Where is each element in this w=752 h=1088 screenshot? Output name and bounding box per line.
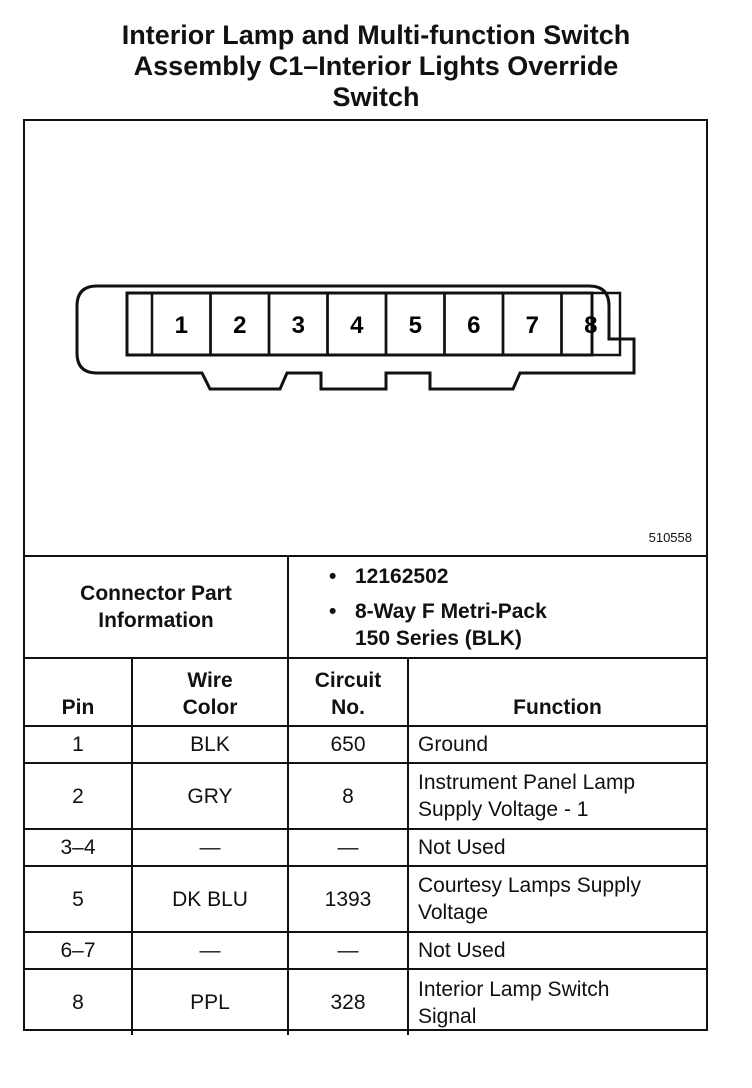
description-line-1: 8-Way F Metri-Pack xyxy=(355,599,547,623)
table-row xyxy=(25,969,706,1035)
function-line-2: Voltage xyxy=(418,901,489,924)
connector-info-values xyxy=(288,556,706,658)
pin-label-6: 6 xyxy=(467,312,481,339)
function-cell xyxy=(408,969,706,1035)
header-pin: Pin xyxy=(25,658,132,726)
part-number-item xyxy=(329,563,706,590)
function-line-2: Supply Voltage - 1 xyxy=(418,798,589,821)
description-line-2: 150 Series (BLK) xyxy=(355,626,522,650)
connector-info-label-line-1: Connector Part xyxy=(80,582,232,605)
circuit-cell: 8 xyxy=(288,763,408,829)
pin-cell: 2 xyxy=(25,763,132,829)
table-row xyxy=(25,932,706,969)
header-circuit-line-2: No. xyxy=(331,696,365,719)
pin-cell: 1 xyxy=(25,726,132,763)
circuit-cell: 1393 xyxy=(288,866,408,932)
function-line-1: Interior Lamp Switch xyxy=(418,977,610,1001)
pin-cell: 5 xyxy=(25,866,132,932)
circuit-cell: — xyxy=(288,932,408,969)
wire-color-cell: — xyxy=(132,932,288,969)
title-line-2: Assembly C1–Interior Lights Override xyxy=(133,51,619,81)
header-function: Function xyxy=(408,658,706,726)
function-cell xyxy=(408,829,706,866)
document-frame xyxy=(23,119,708,1031)
header-circuit-line-1: Circuit xyxy=(314,669,382,692)
header-circuit xyxy=(288,658,408,726)
table-row xyxy=(25,763,706,829)
part-number: 12162502 xyxy=(355,564,449,588)
wire-color-cell: PPL xyxy=(132,969,288,1035)
function-line-2: Signal xyxy=(418,1004,477,1028)
function-line-1: Not Used xyxy=(418,939,506,962)
circuit-cell: 328 xyxy=(288,969,408,1035)
wire-color-cell: DK BLU xyxy=(132,866,288,932)
connector-info-label-line-2: Information xyxy=(98,609,214,632)
wire-color-cell: — xyxy=(132,829,288,866)
figure-number: 510558 xyxy=(648,530,692,545)
table-row xyxy=(25,726,706,763)
bullet: • xyxy=(329,599,337,623)
function-cell xyxy=(408,866,706,932)
pin-label-5: 5 xyxy=(408,312,422,339)
pin-label-1: 1 xyxy=(174,312,188,339)
connector-diagram xyxy=(25,121,706,557)
page-title xyxy=(0,20,752,113)
function-line-1: Ground xyxy=(418,733,489,756)
function-cell xyxy=(408,763,706,829)
circuit-cell: 650 xyxy=(288,726,408,763)
header-wire-color-line-1: Wire xyxy=(187,669,233,692)
wire-color-cell: BLK xyxy=(132,726,288,763)
header-wire-color xyxy=(132,658,288,726)
function-line-1: Not Used xyxy=(418,836,506,859)
pin-label-8: 8 xyxy=(584,312,598,339)
connector-drawing xyxy=(25,121,706,557)
function-cell xyxy=(408,932,706,969)
pin-label-4: 4 xyxy=(350,312,364,339)
title-line-3: Switch xyxy=(332,82,420,112)
description-item xyxy=(329,598,706,652)
function-line-1: Instrument Panel Lamp xyxy=(418,771,636,794)
connector-info-label xyxy=(25,556,288,658)
pin-label-7: 7 xyxy=(525,312,539,339)
function-cell xyxy=(408,726,706,763)
pin-label-2: 2 xyxy=(233,312,247,339)
connector-table xyxy=(25,555,706,1035)
table-row xyxy=(25,866,706,932)
circuit-cell: — xyxy=(288,829,408,866)
title-line-1: Interior Lamp and Multi-function Switch xyxy=(121,20,631,50)
pin-cell: 8 xyxy=(25,969,132,1035)
pin-cell: 6–7 xyxy=(25,932,132,969)
bullet: • xyxy=(329,564,337,588)
table-row xyxy=(25,829,706,866)
wire-color-cell: GRY xyxy=(132,763,288,829)
pin-cell: 3–4 xyxy=(25,829,132,866)
header-wire-color-line-2: Color xyxy=(182,696,238,719)
function-line-1: Courtesy Lamps Supply xyxy=(418,874,641,897)
table-header-row xyxy=(25,658,706,726)
pin-label-3: 3 xyxy=(291,312,305,339)
connector-info-row xyxy=(25,556,706,658)
